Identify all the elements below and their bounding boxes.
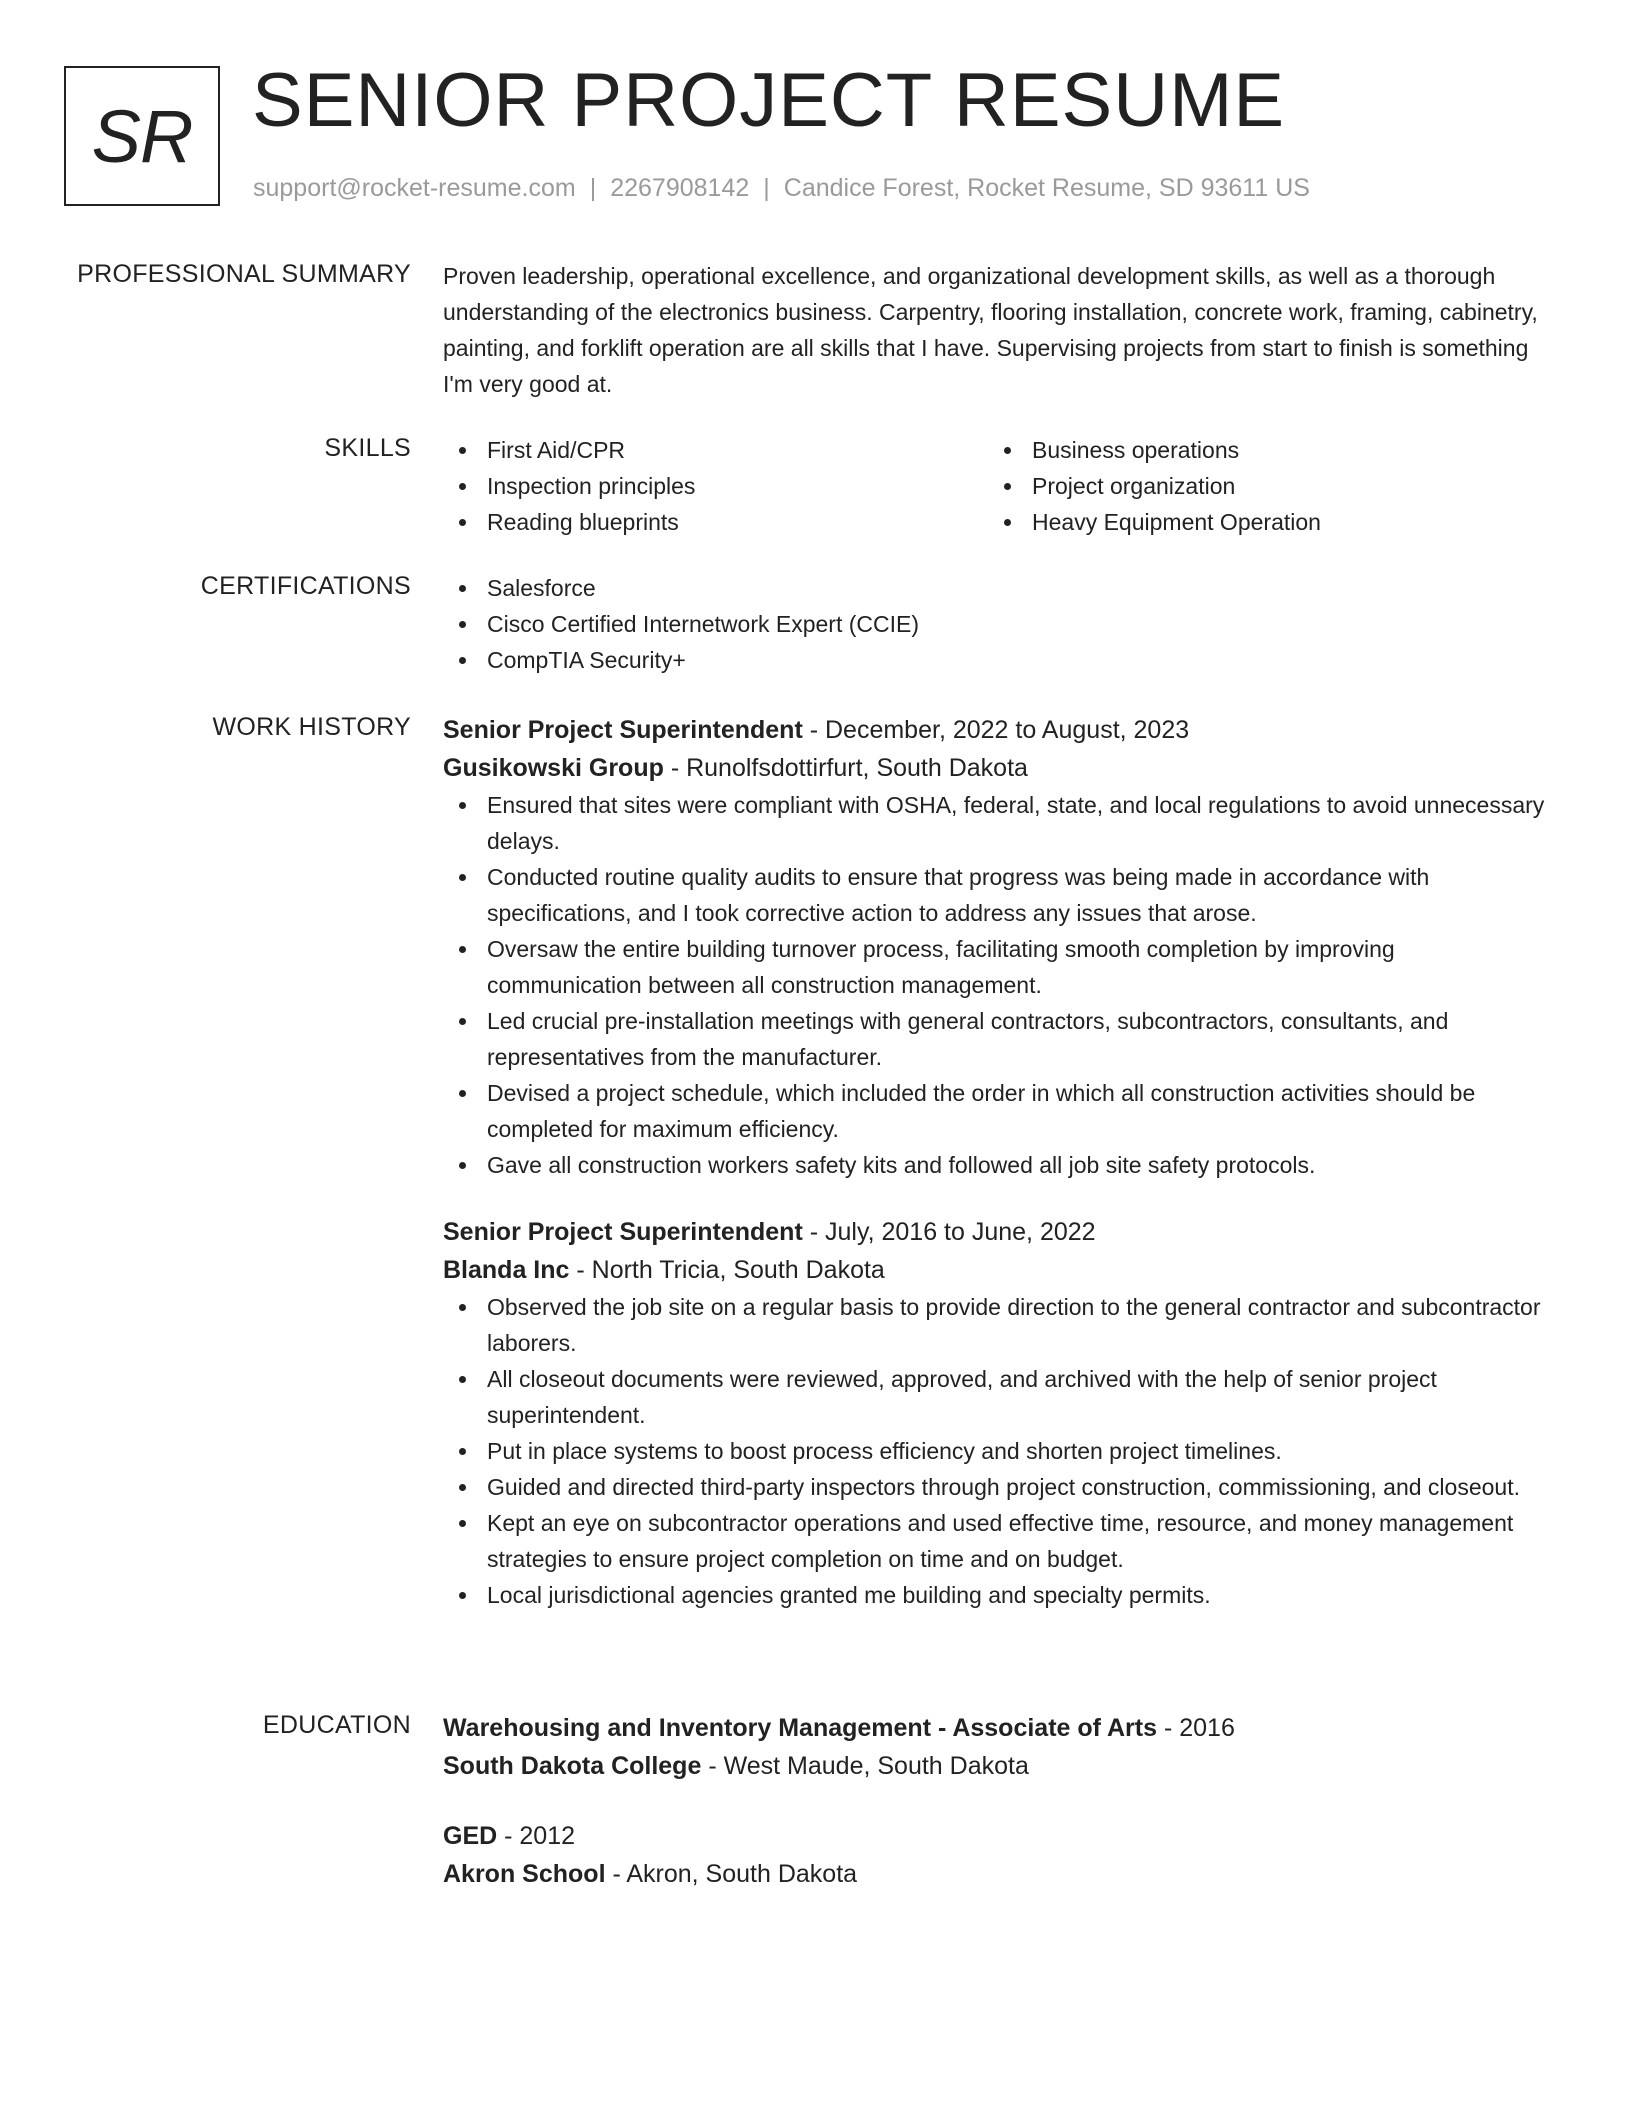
education-year: - 2012 <box>497 1822 576 1850</box>
job-company-line <box>443 1251 1553 1289</box>
job-bullets <box>443 787 1553 1183</box>
job-title-line <box>443 711 1553 749</box>
certification-item: Salesforce <box>443 570 1553 606</box>
job-company: Gusikowski Group <box>443 754 664 782</box>
job-bullet: Local jurisdictional agencies granted me building and specialty permits. <box>443 1577 1553 1613</box>
contact-separator: | <box>589 174 597 202</box>
job-bullet: Put in place systems to boost process efficiency and shorten project timelines. <box>443 1433 1553 1469</box>
skill-item: Project organization <box>988 468 1533 504</box>
skills-list-right <box>988 432 1533 540</box>
job-bullet: Conducted routine quality audits to ensure that progress was being made in accordance with specifications, and I took corrective action to address any issues that arose. <box>443 859 1553 931</box>
job-location: - Runolfsdottirfurt, South Dakota <box>663 754 1028 782</box>
job-bullet: Led crucial pre-installation meetings with general contractors, subcontractors, consultants, and representatives from the manufacturer. <box>443 1003 1553 1075</box>
summary-label: PROFESSIONAL SUMMARY <box>77 260 411 288</box>
job-bullet: Gave all construction workers safety kits and followed all job site safety protocols. <box>443 1147 1553 1183</box>
job-title-line <box>443 1213 1553 1251</box>
job-bullet: Guided and directed third-party inspectors through project construction, commissioning, and closeout. <box>443 1469 1553 1505</box>
education-school-line <box>443 1855 1553 1893</box>
job-bullet: Ensured that sites were compliant with OSHA, federal, state, and local regulations to avoid unnecessary delays. <box>443 787 1553 859</box>
job-bullet: All closeout documents were reviewed, approved, and archived with the help of senior project superintendent. <box>443 1361 1553 1433</box>
certifications-list <box>443 570 1553 678</box>
contact-phone: 2267908142 <box>610 174 750 202</box>
contact-email: support@rocket-resume.com <box>253 174 576 202</box>
contact-separator: | <box>763 174 770 202</box>
skill-item: Inspection principles <box>443 468 988 504</box>
certification-item: CompTIA Security+ <box>443 642 1553 678</box>
contact-address: Candice Forest, Rocket Resume, SD 93611 US <box>783 174 1310 202</box>
education-degree: GED <box>443 1822 498 1850</box>
job-dates: - December, 2022 to August, 2023 <box>802 716 1190 744</box>
education-location: - Akron, South Dakota <box>605 1860 858 1888</box>
skills-list-left <box>443 432 988 540</box>
certification-item: Cisco Certified Internetwork Expert (CCIE) <box>443 606 1553 642</box>
education-location: - West Maude, South Dakota <box>701 1752 1029 1780</box>
skills-label: SKILLS <box>324 434 411 462</box>
job-bullet: Oversaw the entire building turnover process, facilitating smooth completion by improving communication between all construction management. <box>443 931 1553 1003</box>
monogram-logo: SR <box>64 66 220 206</box>
job-company-line <box>443 749 1553 787</box>
skill-item: First Aid/CPR <box>443 432 988 468</box>
education-entry <box>443 1817 1553 1893</box>
skill-item: Heavy Equipment Operation <box>988 504 1533 540</box>
job-title: Senior Project Superintendent <box>443 716 803 744</box>
education-label: EDUCATION <box>262 1711 411 1739</box>
job-dates: - July, 2016 to June, 2022 <box>802 1218 1096 1246</box>
contact-line <box>253 172 1310 204</box>
summary-text: Proven leadership, operational excellence, and organizational development skills, as well as a thorough understanding of the electronics business. Carpentry, flooring installation, concrete work, framing, cabinetry, painting, and forklift operation are all skills that I have. Supervising projects from start to finish is something I'm very good at. <box>443 263 1538 397</box>
skills-grid <box>443 432 1553 540</box>
education-school-line <box>443 1747 1553 1785</box>
job-title: Senior Project Superintendent <box>443 1218 803 1246</box>
skill-item: Business operations <box>988 432 1533 468</box>
job-entry <box>443 1213 1553 1613</box>
job-bullet: Devised a project schedule, which included the order in which all construction activities should be completed for maximum efficiency. <box>443 1075 1553 1147</box>
skill-item: Reading blueprints <box>443 504 988 540</box>
job-bullets <box>443 1289 1553 1613</box>
education-degree-line <box>443 1709 1553 1747</box>
work-history-label: WORK HISTORY <box>212 713 411 741</box>
job-bullet: Observed the job site on a regular basis to provide direction to the general contractor and subcontractor laborers. <box>443 1289 1553 1361</box>
education-school: South Dakota College <box>443 1752 702 1780</box>
certifications-label: CERTIFICATIONS <box>200 572 411 600</box>
education-entry <box>443 1709 1553 1785</box>
resume-title: SENIOR PROJECT RESUME <box>252 58 1286 143</box>
job-location: - North Tricia, South Dakota <box>569 1256 885 1284</box>
job-entry <box>443 711 1553 1183</box>
education-year: - 2016 <box>1157 1714 1235 1742</box>
education-degree: Warehousing and Inventory Management - Associate of Arts <box>443 1714 1158 1742</box>
job-bullet: Kept an eye on subcontractor operations and used effective time, resource, and money management strategies to ensure project completion on time and on budget. <box>443 1505 1553 1577</box>
education-school: Akron School <box>443 1860 606 1888</box>
education-degree-line <box>443 1817 1553 1855</box>
job-company: Blanda Inc <box>443 1256 570 1284</box>
